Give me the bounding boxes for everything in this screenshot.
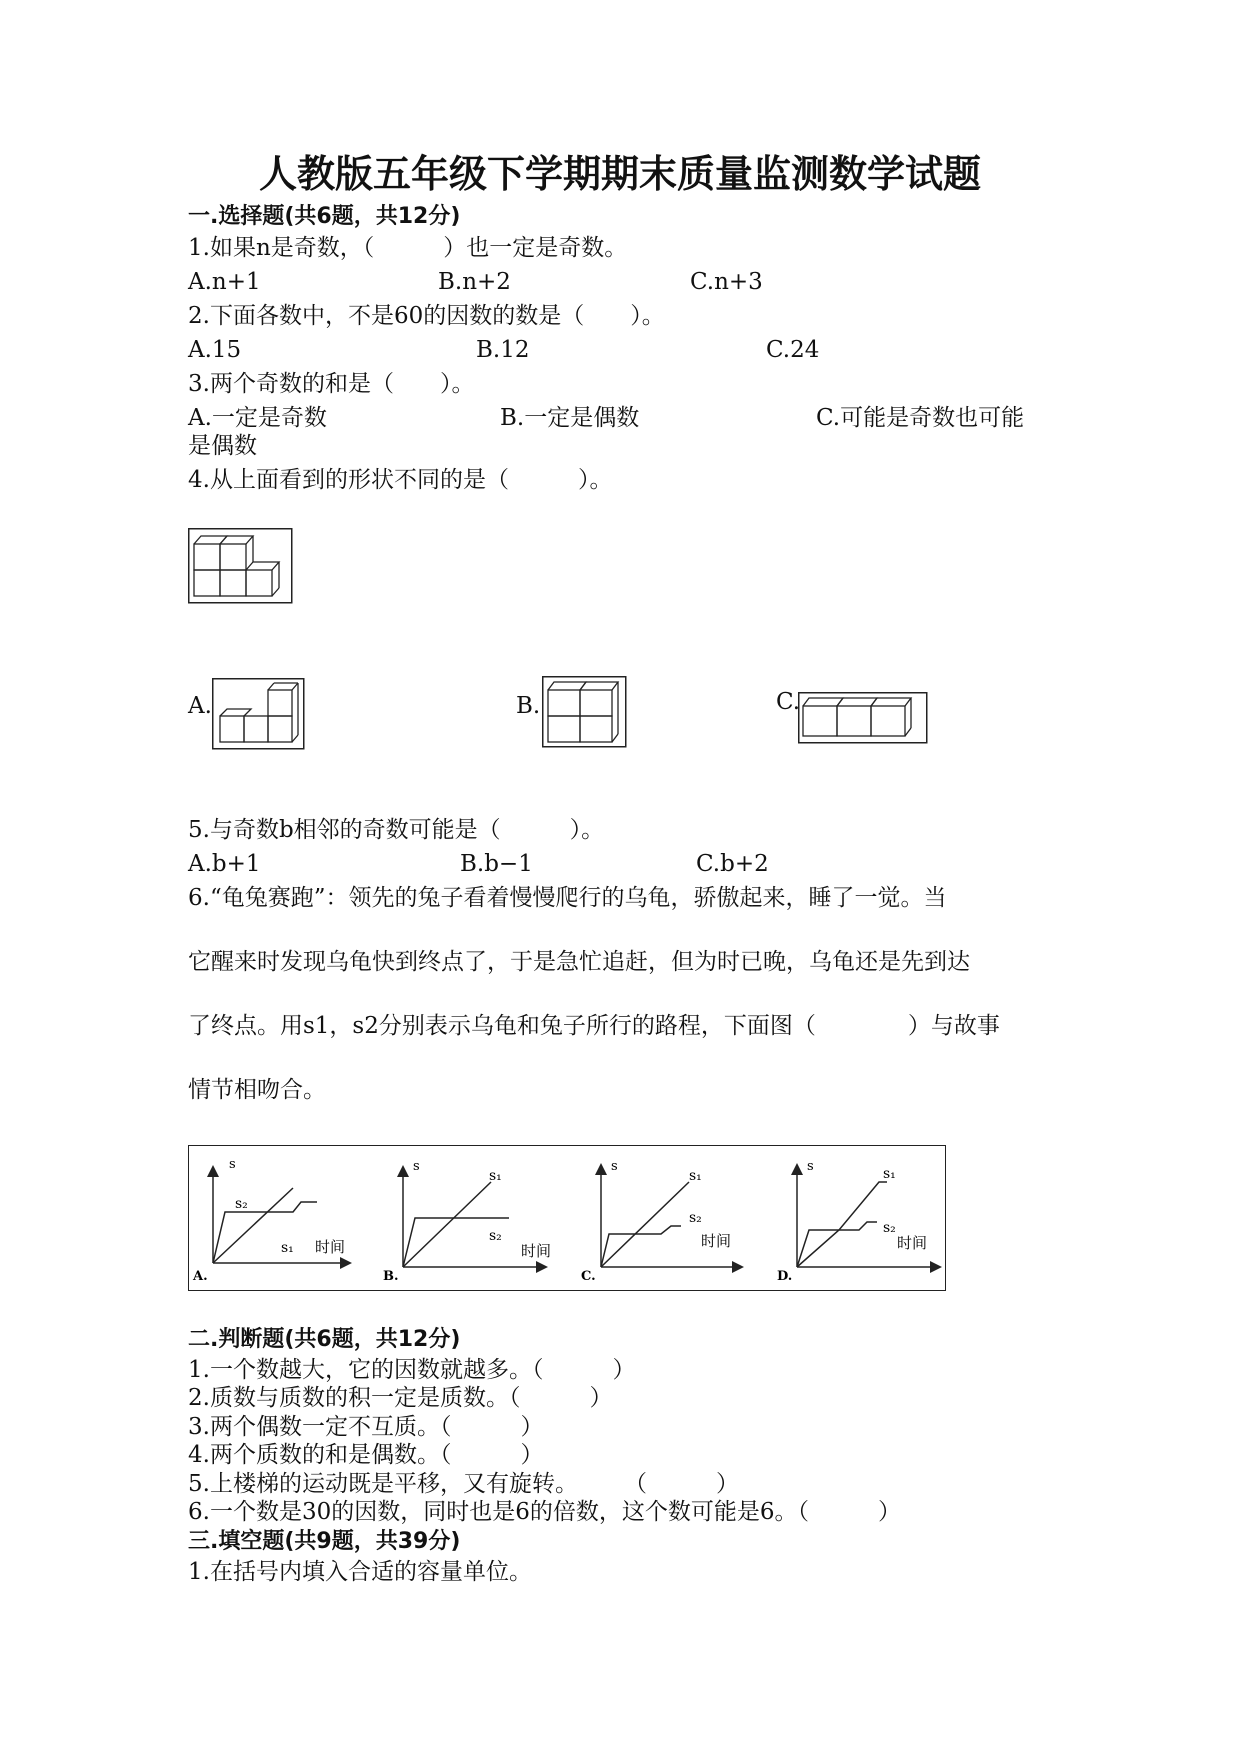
option-b-figure	[542, 676, 627, 748]
option-a: A.15	[188, 337, 242, 363]
option-b: B.	[516, 693, 541, 719]
series-label-s2: s₂	[883, 1220, 896, 1236]
option-a: A.b+1	[188, 851, 261, 877]
page-title: 人教版五年级下学期期末质量监测数学试题	[258, 152, 981, 196]
question-stem: 3.两个奇数的和是（ ）。	[188, 371, 475, 397]
series-label-s1: s₁	[281, 1240, 294, 1256]
option-a: A.n+1	[188, 269, 261, 295]
y-axis-label: s	[229, 1157, 236, 1172]
question-stem: 6.“龟兔赛跑”：领先的兔子看着慢慢爬行的乌龟，骄傲起来，睡了一觉。当	[188, 885, 947, 911]
judgement-item: 4.两个质数的和是偶数。（ ）	[188, 1442, 544, 1468]
question-stem: 2.下面各数中，不是60的因数的数是（ ）。	[188, 303, 665, 329]
option-c-figure	[798, 692, 928, 744]
graph-c	[601, 1166, 741, 1267]
series-label-s1: s₁	[883, 1166, 896, 1182]
option-a-figure	[212, 678, 305, 750]
judgement-item: 2.质数与质数的积一定是质数。（ ）	[188, 1385, 613, 1411]
series-label-s1: s₁	[689, 1168, 702, 1184]
fill-blank-item: 1.在括号内填入合适的容量单位。	[188, 1559, 532, 1585]
distance-time-graphs	[188, 1145, 946, 1291]
x-axis-label: 时间	[521, 1242, 552, 1260]
judgement-item: 3.两个偶数一定不互质。（ ）	[188, 1414, 544, 1440]
series-label-s2: s₂	[235, 1196, 248, 1212]
series-label-s2: s₂	[489, 1228, 502, 1244]
section-heading-judgement: 二.判断题(共6题，共12分)	[188, 1327, 461, 1352]
option-c-continued: 是偶数	[188, 433, 257, 459]
option-c: C.n+3	[690, 269, 763, 295]
graph-letter: A.	[193, 1269, 208, 1284]
x-axis-label: 时间	[701, 1232, 732, 1250]
cube-stack-figure	[188, 528, 293, 604]
option-c: C.	[776, 689, 801, 715]
judgement-item: 6.一个数是30的因数，同时也是6的倍数，这个数可能是6。（ ）	[188, 1499, 901, 1525]
question-stem: 5.与奇数b相邻的奇数可能是（ ）。	[188, 817, 605, 843]
section-heading-fill-blank: 三.填空题(共9题，共39分)	[188, 1529, 461, 1554]
x-axis-label: 时间	[897, 1234, 928, 1252]
option-a: A.一定是奇数	[188, 405, 327, 431]
graph-letter: D.	[777, 1269, 793, 1284]
y-axis-label: s	[807, 1159, 814, 1174]
series-label-s1: s₁	[489, 1168, 502, 1184]
question-stem: 1.如果n是奇数，（ ）也一定是奇数。	[188, 235, 628, 261]
option-b: B.b−1	[460, 851, 533, 877]
x-axis-label: 时间	[315, 1238, 346, 1256]
graph-letter: C.	[581, 1269, 596, 1284]
y-axis-label: s	[413, 1159, 420, 1174]
question-stem: 4.从上面看到的形状不同的是（ ）。	[188, 467, 613, 493]
question-stem-line: 情节相吻合。	[188, 1077, 326, 1103]
question-stem-line: 它醒来时发现乌龟快到终点了，于是急忙追赶，但为时已晚，乌龟还是先到达	[188, 949, 970, 975]
section-heading-choice: 一.选择题(共6题，共12分)	[188, 204, 461, 229]
y-axis-label: s	[611, 1159, 618, 1174]
option-c: C.b+2	[696, 851, 769, 877]
graph-letter: B.	[383, 1269, 399, 1284]
question-stem-line: 了终点。用s1，s2分别表示乌龟和兔子所行的路程，下面图（ ）与故事	[188, 1013, 1000, 1039]
option-c: C.可能是奇数也可能	[816, 405, 1025, 431]
option-c: C.24	[766, 337, 820, 363]
option-b: B.一定是偶数	[500, 405, 640, 431]
series-label-s2: s₂	[689, 1210, 702, 1226]
judgement-item: 1.一个数越大，它的因数就越多。（ ）	[188, 1357, 636, 1383]
option-b: B.12	[476, 337, 530, 363]
option-a: A.	[188, 693, 212, 719]
option-b: B.n+2	[438, 269, 511, 295]
judgement-item: 5.上楼梯的运动既是平移，又有旋转。 （ ）	[188, 1471, 739, 1497]
